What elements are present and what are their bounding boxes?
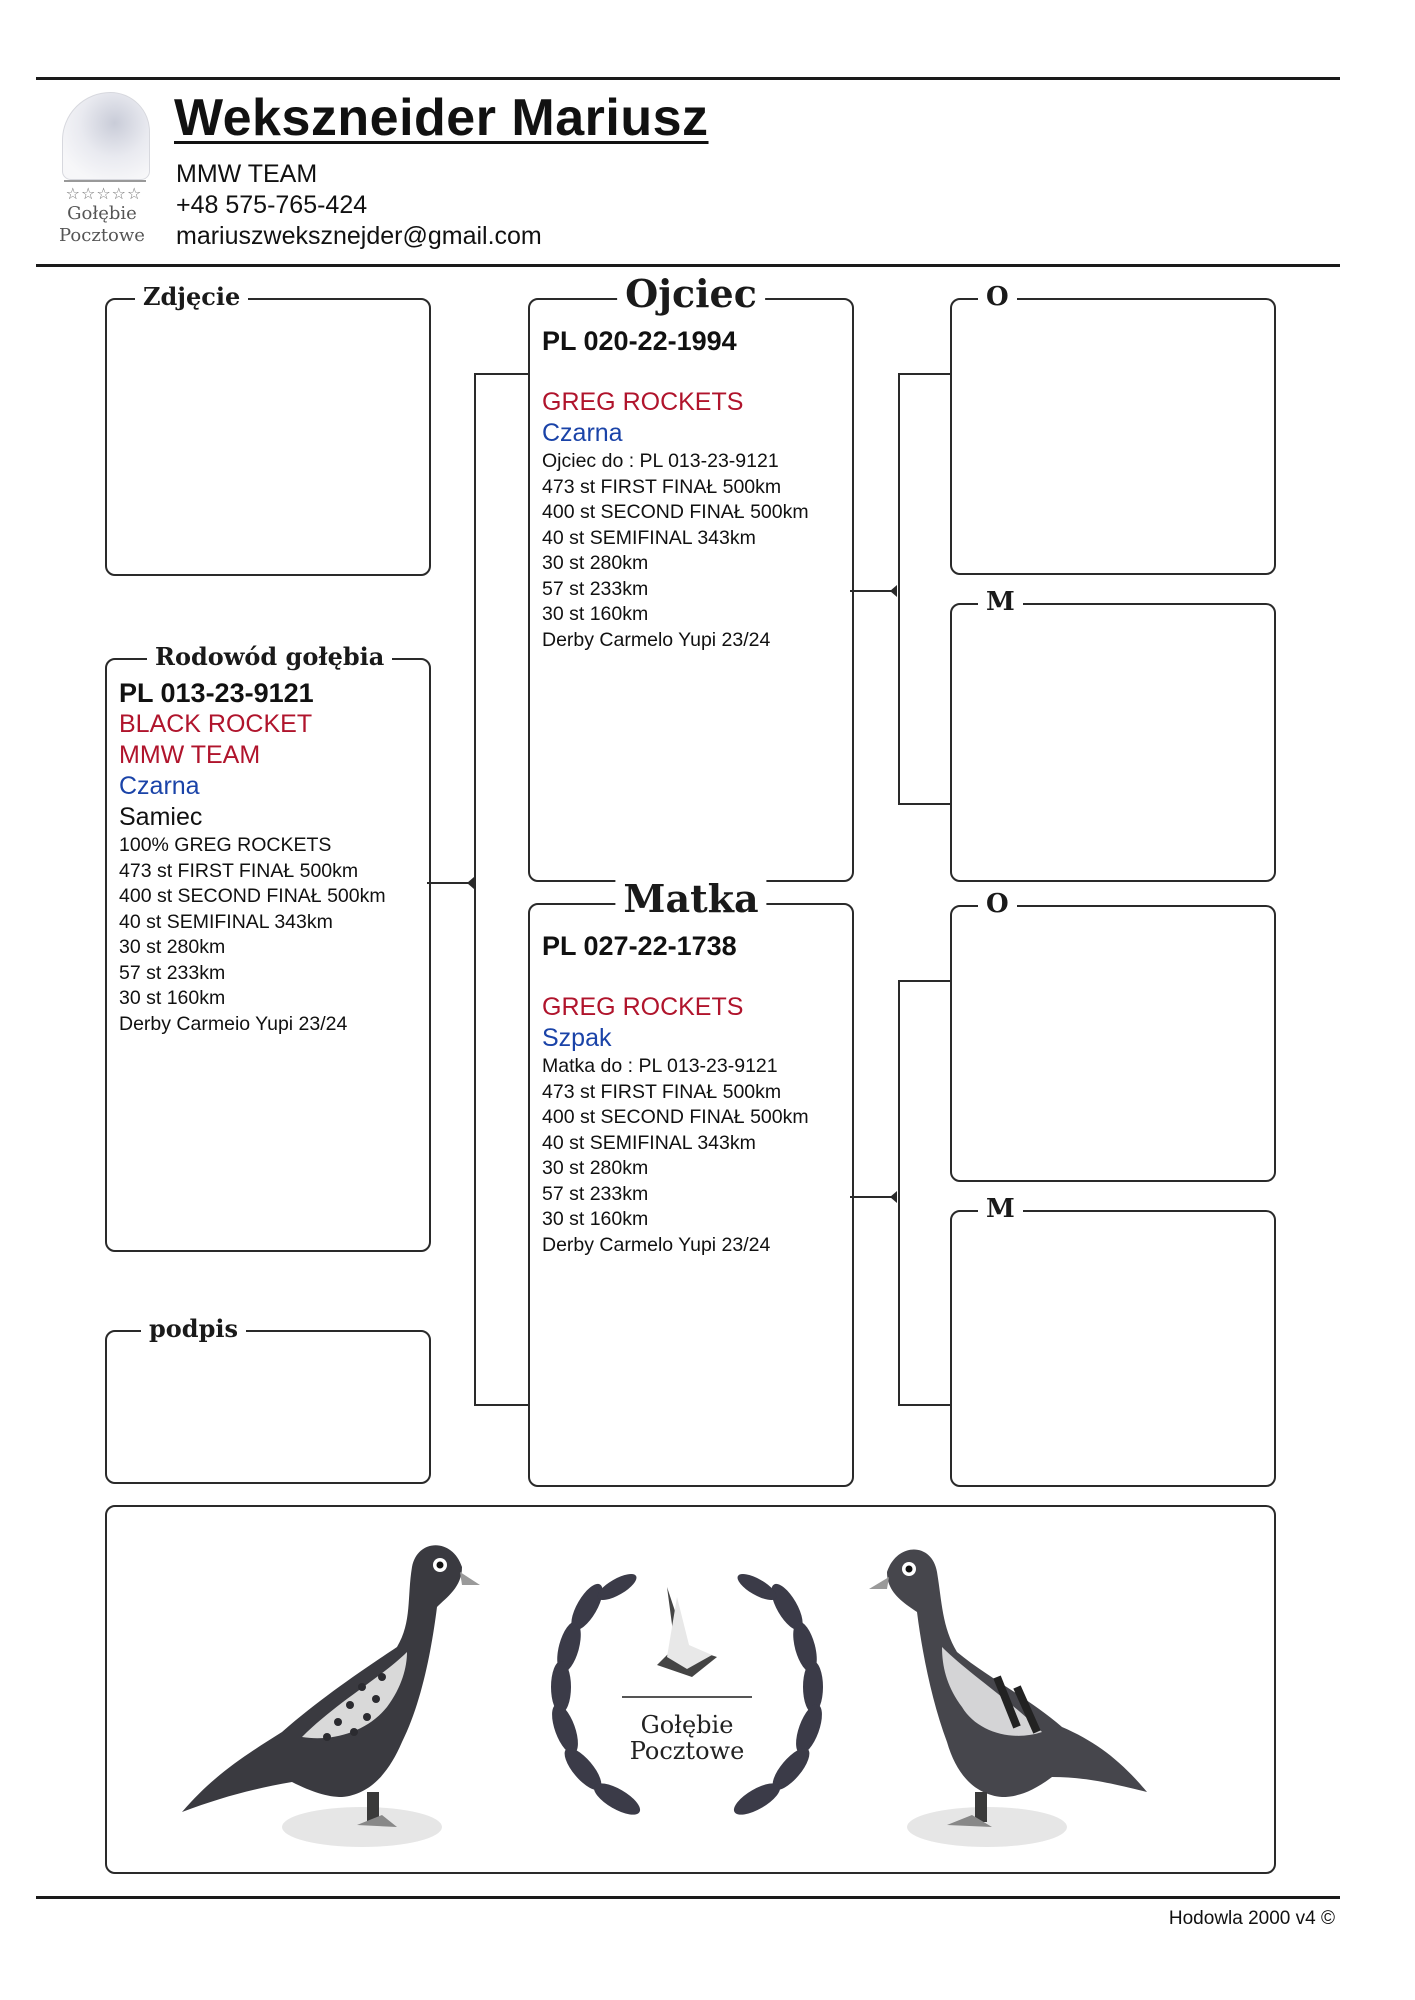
- owner-phone: +48 575-765-424: [176, 191, 368, 219]
- logo-text-line2: Pocztowe: [59, 225, 145, 246]
- owner-team: MMW TEAM: [176, 160, 318, 188]
- pigeon-note: 400 st SECOND FINAŁ 500km: [119, 885, 386, 907]
- connector-mother-vertical: [898, 980, 900, 1405]
- pigeon-note: Derby Carmeio Yupi 23/24: [119, 1012, 348, 1035]
- pigeon-sex: Samiec: [119, 803, 203, 831]
- mother-note: 400 st SECOND FINAŁ 500km: [542, 1106, 809, 1128]
- logo-divider: [64, 180, 146, 182]
- grandparent-label: M: [978, 1194, 1023, 1224]
- connector-to-grandfather-1: [898, 373, 952, 375]
- photo-box-label: Zdjęcie: [135, 282, 248, 312]
- footer-text: Hodowla 2000 v4 ©: [1168, 1908, 1335, 1929]
- father-note: Ojciec do : PL 013-23-9121: [542, 450, 779, 472]
- photo-box[interactable]: [105, 282, 431, 576]
- father-note: 57 st 233km: [542, 577, 649, 600]
- pigeon-note: 473 st FIRST FINAŁ 500km: [119, 859, 359, 882]
- mother-ring-number: PL 027-22-1738: [542, 931, 737, 961]
- logo-text-line1: Gołębie: [67, 203, 137, 224]
- signature-box-label: podpis: [141, 1314, 246, 1344]
- father-color: Czarna: [542, 419, 623, 447]
- mother-note: 30 st 160km: [542, 1208, 649, 1230]
- stars-icon: ☆☆☆☆☆: [65, 184, 143, 203]
- header-top-rule: [36, 77, 1340, 80]
- mother-line: GREG ROCKETS: [542, 993, 744, 1021]
- pigeon-note: 30 st 280km: [119, 936, 226, 958]
- connector-to-grandmother-2: [898, 1404, 952, 1406]
- pigeon-ring-number: PL 013-23-9121: [119, 678, 314, 708]
- right-pigeon-illustration: [847, 1527, 1187, 1857]
- father-line: GREG ROCKETS: [542, 388, 744, 416]
- owner-email[interactable]: mariuszweksznejder@gmail.com: [176, 222, 542, 250]
- pigeon-note: 57 st 233km: [119, 961, 226, 984]
- father-box: [528, 271, 854, 882]
- pigeon-notes: [119, 833, 421, 1037]
- mother-color: Szpak: [542, 1024, 612, 1052]
- pigeon-color: Czarna: [119, 772, 200, 800]
- father-notes: [542, 449, 844, 653]
- father-note: Derby Carmelo Yupi 23/24: [542, 628, 771, 651]
- emblem-text-line2: Pocztowe: [629, 1737, 745, 1765]
- father-ring-number: PL 020-22-1994: [542, 326, 737, 356]
- header-bottom-rule: [36, 264, 1340, 267]
- mother-note: 30 st 280km: [542, 1157, 649, 1179]
- pigeon-head-icon: [62, 92, 150, 180]
- connector-to-father: [474, 373, 530, 375]
- connector-to-mother: [474, 1404, 530, 1406]
- owner-name: Wekszneider Mariusz: [174, 89, 709, 147]
- mother-box-label: Matka: [615, 875, 766, 923]
- mother-note: 473 st FIRST FINAŁ 500km: [542, 1080, 782, 1103]
- left-pigeon-illustration: [162, 1527, 502, 1857]
- grandfather-maternal-box[interactable]: [950, 889, 1276, 1182]
- father-note: 473 st FIRST FINAŁ 500km: [542, 475, 782, 498]
- father-note: 40 st SEMIFINAL 343km: [542, 526, 756, 549]
- mother-note: Derby Carmelo Yupi 23/24: [542, 1233, 771, 1256]
- pigeon-note: 100% GREG ROCKETS: [119, 834, 332, 856]
- grandparent-label: M: [978, 587, 1023, 617]
- pigeon-breeder: MMW TEAM: [119, 741, 261, 769]
- artwork-box: [105, 1505, 1276, 1874]
- connector-parents-vertical: [474, 373, 476, 1405]
- pigeon-note: 40 st SEMIFINAL 343km: [119, 910, 333, 933]
- connector-arrow: [467, 877, 474, 889]
- father-note: 30 st 160km: [542, 603, 649, 625]
- pigeon-box-label: Rodowód gołębia: [147, 642, 392, 672]
- connector-arrow: [890, 585, 897, 597]
- mother-box: [528, 876, 854, 1487]
- pigeon-box: [105, 642, 431, 1252]
- mother-note: Matka do : PL 013-23-9121: [542, 1055, 778, 1077]
- mother-note: 40 st SEMIFINAL 343km: [542, 1131, 756, 1154]
- connector-arrow: [890, 1191, 897, 1203]
- grandparent-label: O: [978, 282, 1017, 312]
- footer-rule: [36, 1896, 1340, 1899]
- father-note: 400 st SECOND FINAŁ 500km: [542, 501, 809, 523]
- wreath-emblem: [517, 1537, 857, 1837]
- grandmother-maternal-box[interactable]: [950, 1194, 1276, 1487]
- grandfather-paternal-box[interactable]: [950, 282, 1276, 575]
- connector-to-grandmother-1: [898, 803, 952, 805]
- connector-to-grandfather-2: [898, 980, 952, 982]
- signature-box[interactable]: [105, 1314, 431, 1484]
- grandparent-label: O: [978, 889, 1017, 919]
- breeder-logo: [40, 92, 160, 252]
- mother-notes: [542, 1054, 844, 1258]
- father-box-label: Ojciec: [617, 270, 765, 318]
- father-note: 30 st 280km: [542, 552, 649, 574]
- pigeon-name: BLACK ROCKET: [119, 710, 313, 738]
- grandmother-paternal-box[interactable]: [950, 587, 1276, 882]
- emblem-text-line1: Gołębie: [640, 1711, 734, 1739]
- connector-father-vertical: [898, 373, 900, 804]
- mother-note: 57 st 233km: [542, 1182, 649, 1205]
- pigeon-note: 30 st 160km: [119, 987, 226, 1009]
